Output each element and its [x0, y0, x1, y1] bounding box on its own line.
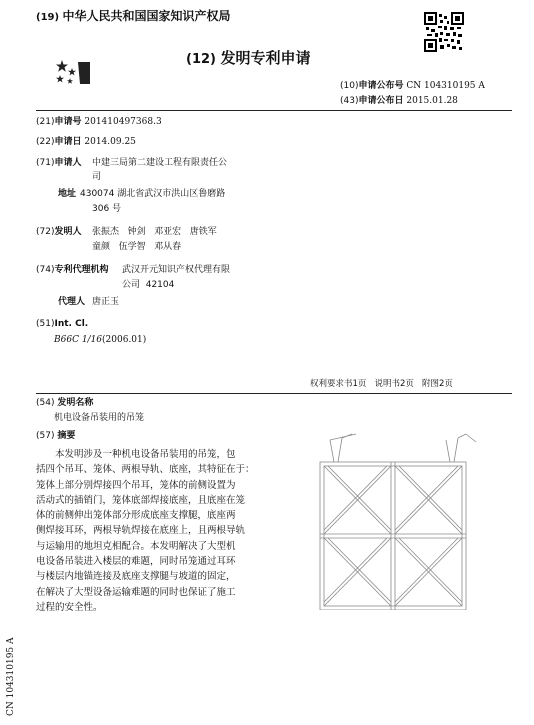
inventors-code-label	[36, 226, 82, 238]
applicant-label: 申请人	[54, 158, 82, 168]
abstract-line: 本发明涉及一种机电设备吊装用的吊笼，包	[55, 449, 236, 460]
abstract-text	[36, 447, 268, 615]
intcl-class: B66C 1/16	[54, 335, 103, 345]
inventors-line2: 童颜 伍学智 邓从春	[92, 242, 182, 252]
abstract-line: 活动式的插销门，笼体底部焊接底座，且底座在笼	[36, 494, 246, 506]
pub-no-code: (10)	[340, 81, 359, 91]
agency-code-label	[36, 264, 109, 276]
intcl-label: Int. Cl.	[54, 319, 89, 329]
abstract-line: 在解决了大型设备运输难题的同时也保证了施工	[36, 586, 236, 598]
intcl-code: (51)	[36, 319, 55, 329]
intcl-row	[36, 318, 88, 330]
intcl-class-row	[54, 334, 146, 346]
cnipa-logo-icon	[54, 58, 92, 86]
app-no-value: 201410497368.3	[84, 117, 162, 127]
inventors-line1: 张振杰 钟剑 邓亚宏 唐铁军	[92, 227, 217, 237]
pub-date-value: 2015.01.28	[406, 96, 458, 106]
abstract-line: 括四个吊耳、笼体、两根导轨、底座，其特征在于：	[36, 464, 255, 476]
pub-no-value: CN 104310195 A	[406, 81, 485, 91]
pub-date-code: (43)	[340, 96, 359, 106]
agent-label: 代理人	[58, 297, 86, 307]
pub-no-label: 申请公布号	[358, 81, 404, 91]
doc-type-title: 发明专利申请	[220, 49, 311, 67]
biblio-divider	[36, 393, 512, 394]
abstract-line: 笼体上部分别焊接四个吊耳，笼体的前侧设置为	[36, 479, 236, 491]
abstract-label: 摘要	[57, 431, 76, 441]
pub-date-label: 申请公布日	[358, 96, 404, 106]
agent-value: 唐正玉	[92, 297, 120, 307]
header-divider	[36, 110, 512, 111]
doc-type-heading	[186, 50, 311, 68]
agency-line1: 武汉开元知识产权代理有限	[122, 265, 231, 275]
app-no-code: (21)	[36, 117, 55, 127]
doc-type-code: (12)	[186, 52, 216, 67]
applicant-line1: 中建三局第二建设工程有限责任公	[92, 158, 228, 168]
office-name: 中华人民共和国国家知识产权局	[62, 9, 231, 23]
agency-line2: 公司 42104	[122, 280, 175, 290]
title-heading-row	[36, 397, 93, 409]
abstract-line: 电设备吊装进入楼层的难题，同时吊笼通过耳环	[36, 556, 236, 568]
applicant-code: (71)	[36, 158, 55, 168]
title-label: 发明名称	[57, 398, 94, 408]
address-line1: 430074 湖北省武汉市洪山区鲁磨路	[80, 189, 226, 199]
app-no-label: 申请号	[54, 117, 82, 127]
address-label: 地址	[58, 189, 77, 199]
agency-label: 专利代理机构	[54, 265, 109, 275]
abstract-heading-row	[36, 430, 75, 442]
abstract-line: 与运输用的地坦克相配合。本发明解决了大型机	[36, 540, 236, 552]
qr-code-icon	[424, 12, 464, 52]
side-pub-number-text: CN 104310195 A	[6, 637, 16, 716]
app-date-label: 申请日	[54, 137, 82, 147]
address-line2: 306 号	[92, 204, 122, 214]
app-date-value: 2014.09.25	[84, 137, 136, 147]
app-date-code: (22)	[36, 137, 55, 147]
applicant-line2: 司	[92, 172, 102, 182]
abstract-line: 过程的安全性。	[36, 601, 103, 613]
pages-summary: 权利要求书1页 说明书2页 附图2页	[310, 379, 453, 389]
abstract-line: 侧焊接耳环，两根导轨焊接在底座上，且两根导轨	[36, 525, 246, 537]
intcl-year: (2006.01)	[102, 335, 147, 345]
pub-date-row	[340, 95, 458, 107]
office-code: (19)	[36, 12, 60, 23]
abstract-code: (57)	[36, 431, 55, 441]
app-no-row	[36, 116, 162, 128]
office-header	[36, 10, 231, 24]
agency-code: (74)	[36, 265, 55, 275]
invention-title: 机电设备吊装用的吊笼	[54, 413, 145, 423]
abstract-line: 体的前侧伸出笼体部分形成底座支撑腿，底座两	[36, 510, 236, 522]
abstract-figure	[290, 432, 500, 610]
side-pub-number	[4, 606, 18, 716]
abstract-line: 与楼层内地锚连接及底座支撑腿与坡道的固定，	[36, 571, 236, 583]
pub-number-row	[340, 80, 485, 92]
applicant-code-label	[36, 157, 82, 169]
inventors-code: (72)	[36, 227, 55, 237]
app-date-row	[36, 136, 136, 148]
title-code: (54)	[36, 398, 55, 408]
inventors-label: 发明人	[54, 227, 82, 237]
